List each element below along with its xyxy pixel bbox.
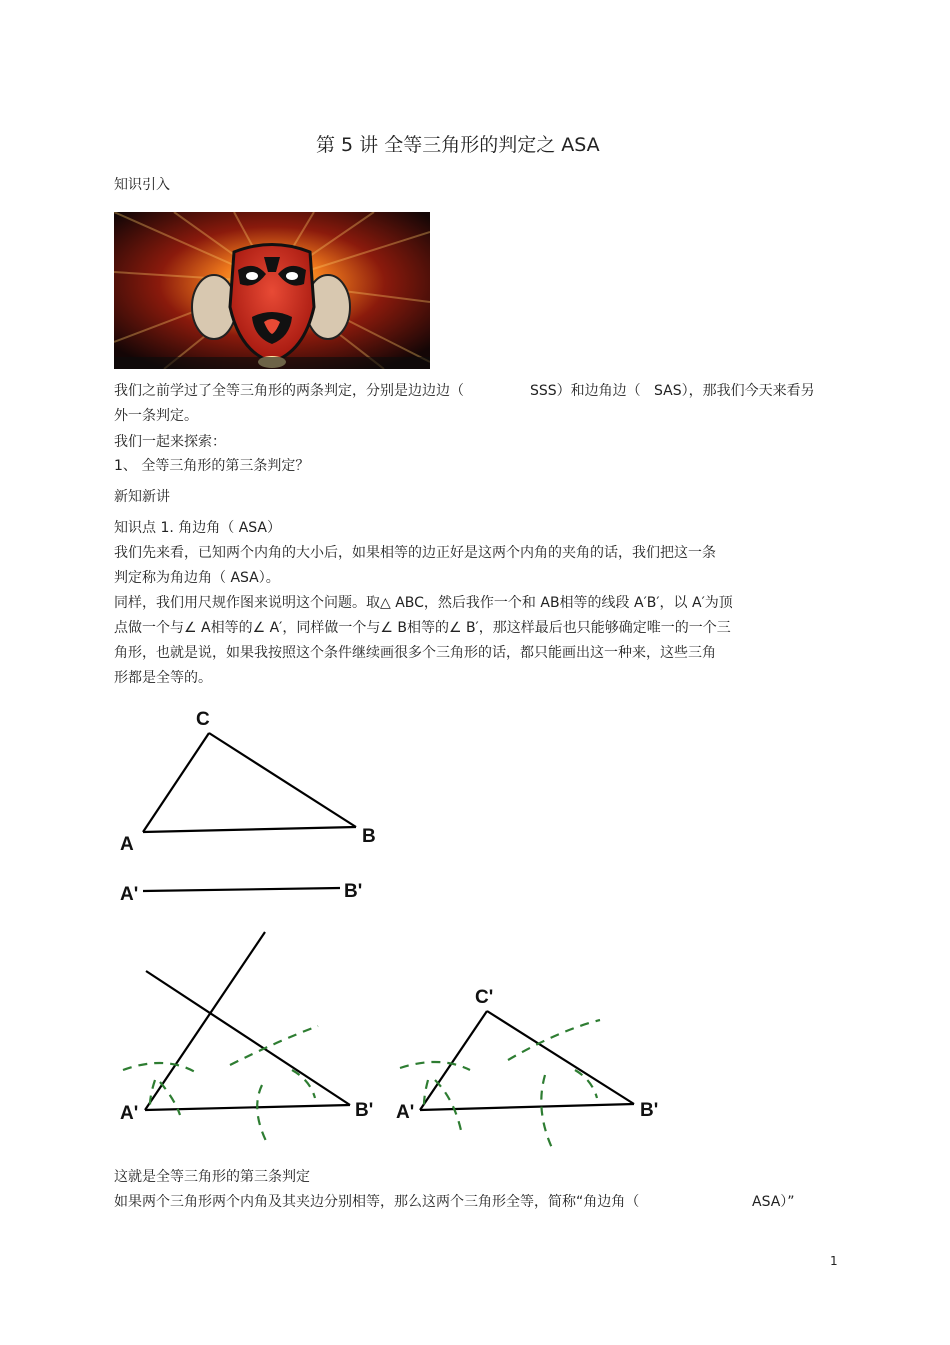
explore-text: 我们一起来探索： bbox=[114, 434, 226, 450]
construction-arcs-left bbox=[123, 1026, 318, 1145]
section-heading-new: 新知新讲 bbox=[114, 489, 170, 505]
paragraph-3d: 形都是全等的。 bbox=[114, 670, 212, 686]
label-a1: A' bbox=[120, 884, 139, 905]
conclusion-line-2: 如果两个三角形两个内角及其夹边分别相等，那么这两个三角形全等，简称“角边角（ bbox=[114, 1194, 640, 1210]
knowledge-point-1: 知识点 1. 角边角（ ASA） bbox=[114, 520, 282, 536]
intro-text-1b: SSS）和边角边（ bbox=[530, 383, 641, 399]
label-a: A bbox=[120, 834, 134, 855]
paragraph-2b: 判定称为角边角（ ASA）。 bbox=[114, 570, 280, 586]
label-b2: B' bbox=[355, 1100, 374, 1121]
construction-arcs-right bbox=[400, 1020, 600, 1148]
label-a2: A' bbox=[120, 1103, 139, 1124]
construction-left bbox=[145, 932, 350, 1110]
label-b3: B' bbox=[640, 1100, 659, 1121]
paragraph-2a: 我们先来看，已知两个内角的大小后，如果相等的边正好是这两个内角的夹角的话，我们把这一条 bbox=[114, 545, 716, 561]
intro-text-1d: 外一条判定。 bbox=[114, 408, 198, 424]
triangle-a3b3c3 bbox=[420, 1011, 634, 1110]
section-heading-intro: 知识引入 bbox=[114, 177, 170, 193]
conclusion-line-3: ASA）” bbox=[752, 1194, 795, 1210]
intro-text-1a: 我们之前学过了全等三角形的两条判定，分别是边边边（ bbox=[114, 383, 464, 399]
paragraph-3a: 同样，我们用尺规作图来说明这个问题。取△ ABC，然后我作一个和 AB相等的线段 A′B′，以 A′为顶 bbox=[114, 595, 733, 611]
question-1: 1、 全等三角形的第三条判定？ bbox=[114, 458, 310, 474]
segment-a1b1 bbox=[143, 888, 340, 891]
label-b: B bbox=[362, 826, 376, 847]
label-b1: B' bbox=[344, 881, 363, 902]
intro-text-1c: SAS），那我们今天来看另 bbox=[654, 383, 815, 399]
label-c3: C' bbox=[475, 987, 494, 1008]
triangle-abc bbox=[143, 733, 356, 832]
paragraph-3c: 角形，也就是说，如果我按照这个条件继续画很多个三角形的话，都只能画出这一种来，这些三角 bbox=[114, 645, 716, 661]
page-title: 第 5 讲 全等三角形的判定之 ASA bbox=[316, 134, 600, 156]
opera-mask-image bbox=[114, 212, 430, 369]
label-a3: A' bbox=[396, 1102, 415, 1123]
label-c: C bbox=[196, 709, 210, 730]
conclusion-line-1: 这就是全等三角形的第三条判定 bbox=[114, 1169, 310, 1185]
page-number: 1 bbox=[830, 1254, 838, 1268]
paragraph-3b: 点做一个与∠ A相等的∠ A′，同样做一个与∠ B相等的∠ B′，那这样最后也只能够确定唯一的一个三 bbox=[114, 620, 731, 636]
